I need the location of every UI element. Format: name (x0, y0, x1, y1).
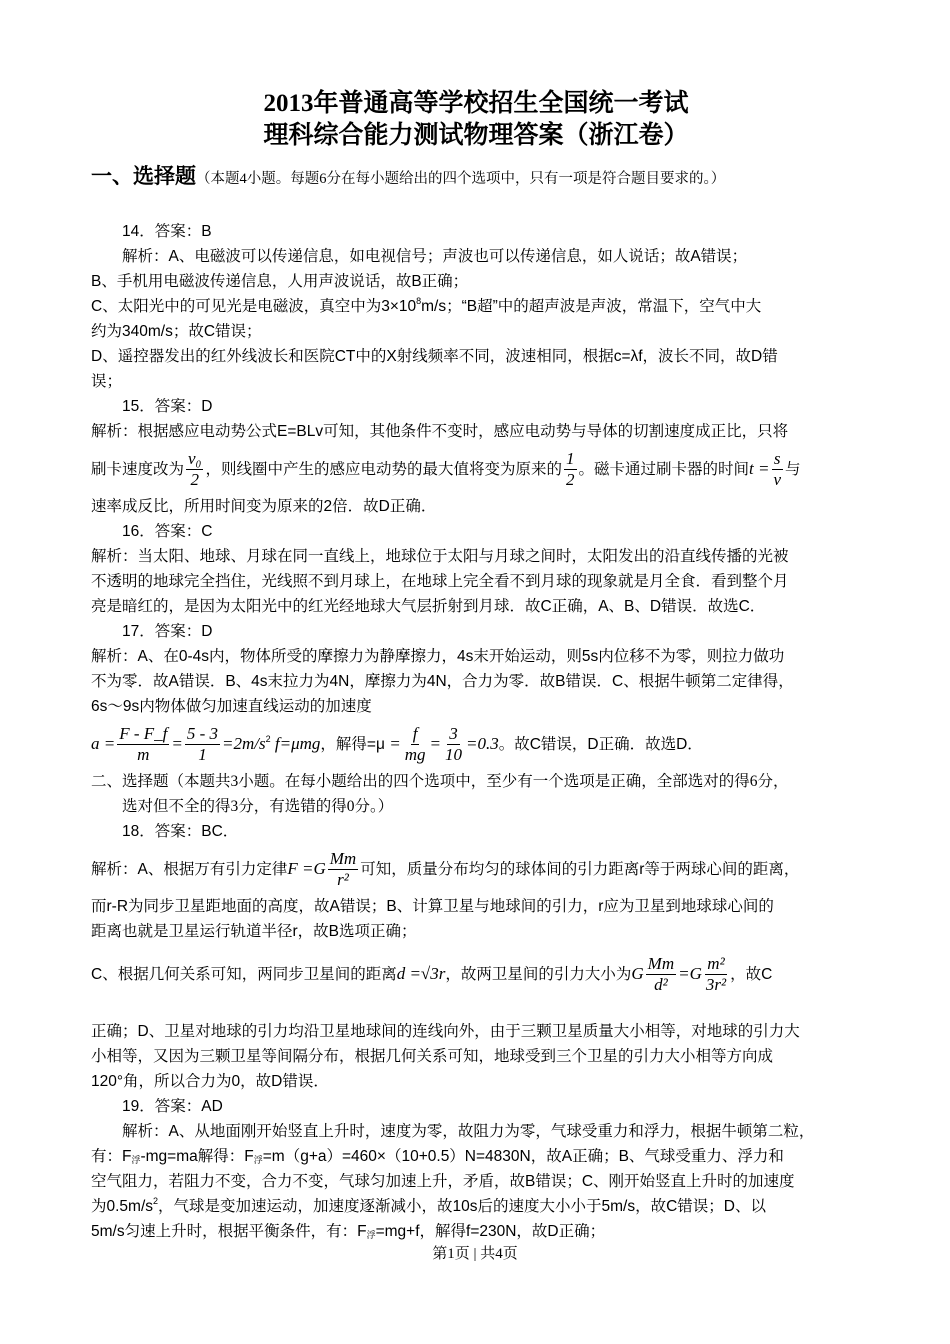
q18-analysis (91, 844, 861, 1094)
text-line (91, 719, 861, 769)
text-run: 而r-R为同步卫星距地面的高度，故A错误；B、计算卫星与地球间的引力，r应为卫星到地球球心间的 (91, 898, 774, 915)
fraction-numerator: 5 - 3 (186, 724, 219, 744)
fraction-numerator: 1 (566, 449, 575, 469)
text-run: 。磁卡通过刷卡器的时间 (578, 461, 750, 478)
math-expression: = (171, 734, 183, 753)
fraction-denominator: 1 (198, 745, 207, 765)
fraction (328, 849, 358, 890)
text-run: 亮是暗红的，是因为太阳光中的红光经地球大气层折射到月球．故C正确，A、B、D错误．故选C． (91, 598, 766, 615)
page-footer: 第1页 | 共4页 (432, 1246, 518, 1262)
text-line (91, 419, 861, 444)
text-line (91, 269, 861, 294)
text-run: 约为340m/s；故C错误； (91, 323, 262, 340)
text-line (91, 894, 861, 919)
text-line (91, 1044, 861, 1069)
q18-answer (91, 819, 861, 844)
text-run: -mg=ma解得：F (140, 1148, 254, 1165)
subscript: 浮 (131, 1155, 141, 1165)
fraction-denominator: m (137, 745, 150, 765)
text-run: ，解得=μ (320, 736, 390, 753)
fraction-numerator: Mm (329, 849, 357, 869)
text-run: ，气球是变加速运动，加速度逐渐减小，故10s后的速度大小小于5m/s，故C错误；D、以 (158, 1198, 767, 1215)
text-line (91, 1194, 861, 1219)
text-run: 6s～9s内物体做匀加速直线运动的加速度 (91, 698, 372, 715)
math-expression: = (429, 734, 441, 753)
fraction-numerator: 3 (449, 724, 458, 744)
text-line (91, 794, 861, 819)
fraction-denominator: 10 (444, 745, 462, 765)
text-line (91, 319, 861, 344)
fraction (771, 449, 783, 490)
fraction-denominator: 2 (190, 470, 199, 490)
text-run: B、手机用电磁波传递信息，人用声波说话，故B正确； (91, 273, 469, 290)
text-line (91, 644, 861, 669)
text-line (91, 844, 861, 894)
fraction (443, 724, 464, 765)
math-expression: = (389, 734, 401, 753)
section1-header (91, 160, 861, 196)
superscript: 2 (153, 1196, 159, 1206)
text-run: 14．答案：B (122, 223, 212, 240)
text-run: C、根据几何关系可知，两同步卫星间的距离 (91, 966, 397, 983)
fraction (704, 954, 728, 995)
text-run: 16．答案：C (122, 523, 213, 540)
section1-heading: 一、选择题 (91, 165, 196, 188)
text-line (91, 394, 861, 419)
q14-analysis-first (91, 244, 861, 269)
fraction-numerator: f (412, 724, 418, 744)
q15-analysis (91, 419, 861, 519)
math-expression: t = (749, 459, 770, 478)
text-run: 17．答案：D (122, 623, 213, 640)
text-run: 120°角，所以合力为0，故D错误． (91, 1073, 329, 1090)
math-expression: f=μmg (270, 734, 321, 753)
text-run: 不为零．故A错误．B、4s末拉力为4N，摩擦力为4N，合力为零．故B错误．C、根据牛顿第二定律得， (91, 673, 794, 690)
q14-answer (91, 219, 861, 244)
fraction-numerator: v₀ (188, 449, 202, 469)
math-expression: =G (678, 964, 702, 983)
fraction-denominator: mg (404, 745, 426, 765)
fraction-denominator: 2 (566, 470, 575, 490)
math-expression: =0.3 (465, 734, 499, 753)
fraction-numerator: m² (707, 954, 725, 974)
text-run: 解析：A、在0-4s内，物体所受的摩擦力为静摩擦力，4s末开始运动，则5s内位移不为零，则拉力做功 (91, 648, 785, 665)
text-line (91, 244, 861, 269)
text-line (91, 1069, 861, 1094)
fraction (185, 724, 220, 765)
text-line (91, 1094, 861, 1119)
text-line (91, 1169, 861, 1194)
text-line (91, 1219, 861, 1244)
q17-answer (91, 619, 861, 644)
text-run: 距离也就是卫星运行轨道半径r，故B选项正确； (91, 923, 417, 940)
text-line (91, 444, 861, 494)
text-run: D、遥控器发出的红外线波长和医院CT中的X射线频率不同，波速相同，根据c=λf，波长不同，故D错 (91, 348, 778, 365)
q16-answer (91, 519, 861, 544)
text-line (91, 1019, 861, 1044)
math-expression: G (631, 964, 644, 983)
superscript: 2 (265, 734, 271, 744)
text-line (91, 294, 861, 319)
section1-note: （本题4小题。每题6分在每小题给出的四个选项中，只有一项是符合题目要求的。） (196, 171, 726, 187)
q14-analysis (91, 269, 861, 394)
q19-analysis (91, 1144, 861, 1244)
text-run: =m（g+a）=460×（10+0.5）N=4830N，故A正确；B、气球受重力、浮力和 (262, 1148, 784, 1165)
text-line (91, 219, 861, 244)
fraction-numerator: Mm (647, 954, 675, 974)
fraction (564, 449, 577, 490)
text-line (91, 819, 861, 844)
text-line (91, 369, 861, 394)
text-run: ，故两卫星间的引力大小为 (445, 966, 632, 983)
text-line (91, 669, 861, 694)
fraction (186, 449, 203, 490)
fraction-denominator: r² (337, 870, 349, 890)
text-run: 解析：A、电磁波可以传递信息，如电视信号；声波也可以传递信息，如人说话；故A错误； (122, 248, 748, 265)
math-expression: a = (91, 734, 116, 753)
text-line (91, 619, 861, 644)
document-page (91, 88, 861, 1244)
text-run: 。故C错误，D正确．故选D． (498, 736, 703, 753)
text-run: 小相等，又因为三颗卫星等间隔分布，根据几何关系可知，地球受到三个卫星的引力大小相等方向成 (91, 1048, 774, 1065)
text-run: 19．答案：AD (122, 1098, 223, 1115)
text-run: 解析：当太阳、地球、月球在同一直线上，地球位于太阳与月球之间时，太阳发出的沿直线传播的光被 (91, 548, 789, 565)
fraction-denominator: 3r² (705, 975, 727, 995)
text-run: 与 (785, 461, 801, 478)
section2-line1 (91, 769, 861, 794)
text-run: 5m/s匀速上升时，根据平衡条件，有：F (91, 1223, 367, 1240)
text-run: ，故C (730, 966, 773, 983)
text-run: 刷卡速度改为 (91, 461, 185, 478)
q19-answer (91, 1094, 861, 1119)
text-line (91, 494, 861, 519)
fraction (403, 724, 428, 765)
doc-title-line1: 2013年普通高等学校招生全国统一考试 (263, 90, 689, 117)
text-run: 速率成反比，所用时间变为原来的2倍．故D正确． (91, 498, 437, 515)
text-line (91, 769, 861, 794)
text-run: ，则线圈中产生的感应电动势的最大值将变为原来的 (205, 461, 562, 478)
superscript: 8 (416, 296, 422, 306)
text-line (91, 594, 861, 619)
section2-line2 (91, 794, 861, 819)
text-run: C、太阳光中的可见光是电磁波，真空中为3×10 (91, 298, 417, 315)
text-line (91, 1119, 861, 1144)
text-run: 不透明的地球完全挡住，光线照不到月球上，在地球上完全看不到月球的现象就是月全食．看到整个月 (91, 573, 789, 590)
text-run: 正确；D、卫星对地球的引力均沿卫星地球间的连线向外，由于三颗卫星质量大小相等，对地球的引力大 (91, 1023, 800, 1040)
text-line (91, 919, 861, 944)
text-line (91, 694, 861, 719)
subscript: 浮 (253, 1155, 263, 1165)
text-run: 18．答案：BC． (122, 823, 239, 840)
fraction-numerator: s (773, 449, 781, 469)
text-run: 空气阻力，若阻力不变，合力不变，气球匀加速上升，矛盾，故B错误；C、刚开始竖直上升时的加速度 (91, 1173, 795, 1190)
text-line (91, 344, 861, 369)
text-run: =mg+f，解得f=230N，故D正确； (375, 1223, 606, 1240)
q16-analysis (91, 544, 861, 619)
math-expression: F =G (287, 859, 326, 878)
fraction (117, 724, 169, 765)
fraction-numerator: F - F_f (119, 724, 168, 744)
text-run: 为0.5m/s (91, 1198, 154, 1215)
spacer (91, 196, 861, 219)
text-run: 解析：A、从地面刚开始竖直上升时，速度为零，故阻力为零，气球受重力和浮力，根据牛顿第二粒， (122, 1123, 815, 1140)
text-run: 有：F (91, 1148, 132, 1165)
q19-analysis-first (91, 1119, 861, 1144)
text-line (91, 569, 861, 594)
doc-title-line2: 理科综合能力测试物理答案（浙江卷） (263, 122, 689, 149)
text-run: 15．答案：D (122, 398, 213, 415)
math-expression: d =√3r (396, 964, 446, 983)
text-line (91, 519, 861, 544)
q17-analysis (91, 644, 861, 769)
text-run: 误； (91, 373, 123, 390)
math-expression: =2m/s (222, 734, 266, 753)
fraction (646, 954, 676, 995)
text-line (91, 544, 861, 569)
text-run: m/s；“B超”中的超声波是声波，常温下，空气中大 (421, 298, 762, 315)
fraction-denominator: v (773, 470, 782, 490)
text-run: 选对但不全的得3分，有选错的得0分。） (122, 798, 394, 815)
text-run: 解析：A、根据万有引力定律 (91, 861, 288, 878)
text-run: 二、选择题（本题共3小题。在每小题给出的四个选项中，至少有一个选项是正确，全部选对的得6分， (91, 773, 789, 790)
text-run: 解析：根据感应电动势公式E=BLv可知，其他条件不变时，感应电动势与导体的切割速度成正比，只将 (91, 423, 789, 440)
subscript: 浮 (366, 1230, 376, 1240)
q15-answer (91, 394, 861, 419)
text-run: 可知，质量分布均匀的球体间的引力距离r等于两球心间的距离， (360, 861, 800, 878)
fraction-denominator: d² (654, 975, 668, 995)
text-line (91, 1144, 861, 1169)
text-line (91, 944, 861, 1019)
